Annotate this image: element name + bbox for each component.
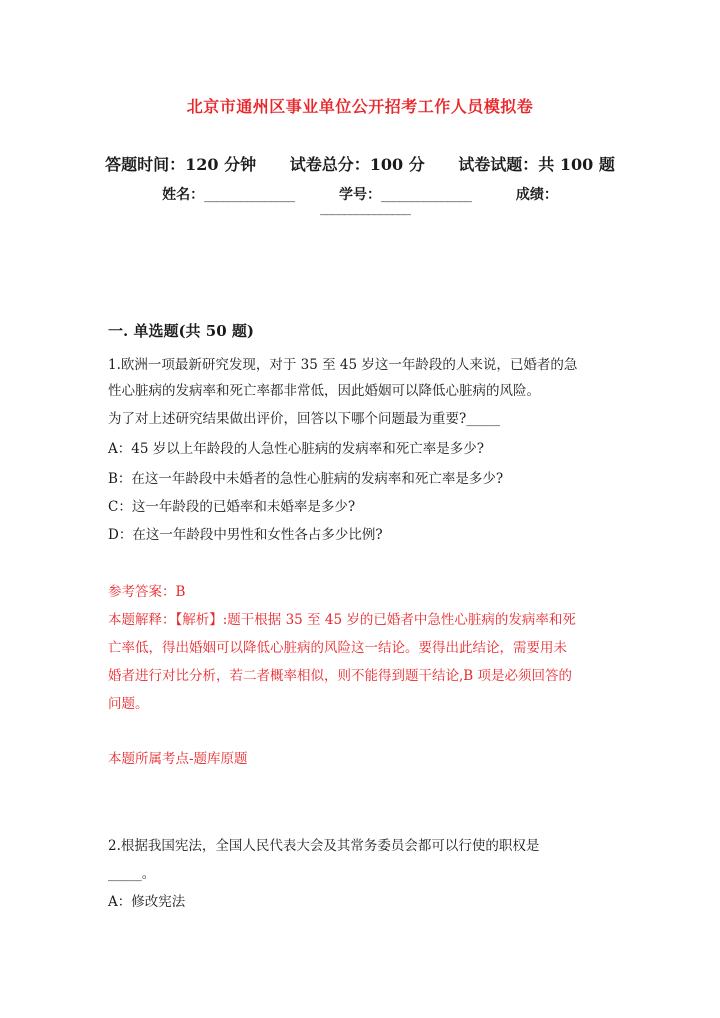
score-label: 成绩： [515, 187, 558, 203]
q1-stem-line3: 为了对上述研究结果做出评价，回答以下哪个问题最为重要?_____ [108, 411, 500, 427]
q1-option-c: C：这一年龄段的已婚率和未婚率是多少? [108, 499, 356, 515]
q1-explanation-line3: 婚者进行对比分析，若二者概率相似，则不能得到题干结论,B 项是必须回答的 [108, 668, 573, 684]
q1-explanation-line2: 亡率低，得出婚姻可以降低心脏病的风险这一结论。要得出此结论，需要用未 [108, 640, 567, 656]
name-blank: _______________ [204, 187, 295, 203]
id-label: 学号： [339, 187, 381, 203]
exam-question-count: 试卷试题：共 100 题 [458, 155, 615, 174]
q2-option-a: A：修改宪法 [108, 894, 186, 910]
q1-option-d: D：在这一年龄段中男性和女性各占多少比例? [108, 527, 383, 543]
q1-explanation-line1: 本题解释：【解析】:题干根据 35 至 45 岁的已婚者中急性心脏病的发病率和死 [108, 612, 576, 628]
score-blank: _______________ [320, 200, 410, 216]
q2-stem-line1: 2.根据我国宪法，全国人民代表大会及其常务委员会都可以行使的职权是 [108, 838, 540, 854]
exam-total-score: 试卷总分：100 分 [289, 155, 425, 174]
q1-explanation-line4: 问题。 [108, 696, 149, 712]
q2-stem-line2: _____。 [108, 866, 156, 882]
q1-knowledge-point: 本题所属考点-题库原题 [108, 751, 248, 767]
q1-option-b: B：在这一年龄段中未婚者的急性心脏病的发病率和死亡率是多少? [108, 471, 504, 487]
q1-stem-line1: 1.欧洲一项最新研究发现，对于 35 至 45 岁这一年龄段的人来说，已婚者的急 [108, 357, 578, 373]
section-heading: 一. 单选题(共 50 题) [108, 322, 254, 340]
name-label: 姓名： [162, 187, 205, 203]
exam-time: 答题时间：120 分钟 [105, 155, 257, 174]
q1-stem-line2: 性心脏病的发病率和死亡率都非常低，因此婚姻可以降低心脏病的风险。 [108, 383, 540, 399]
q1-answer: 参考答案：B [108, 584, 186, 600]
exam-title: 北京市通州区事业单位公开招考工作人员模拟卷 [186, 97, 534, 116]
exam-meta [0, 152, 720, 175]
id-blank: _______________ [381, 187, 471, 203]
q1-option-a: A：45 岁以上年龄段的人急性心脏病的发病率和死亡率是多少? [108, 441, 484, 457]
